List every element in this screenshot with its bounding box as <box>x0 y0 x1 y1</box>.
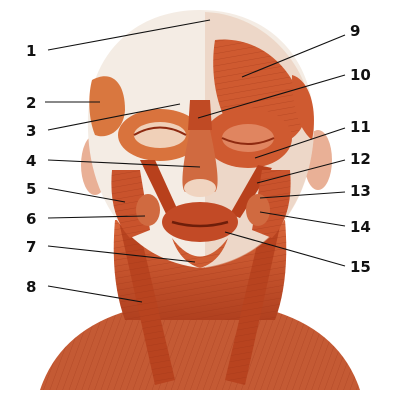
label-10: 10 <box>350 66 371 84</box>
buccinator-left <box>136 194 160 226</box>
label-9: 9 <box>350 22 361 40</box>
label-2: 2 <box>26 94 37 112</box>
label-5: 5 <box>26 180 37 198</box>
label-12: 12 <box>350 150 371 168</box>
label-7: 7 <box>26 238 37 256</box>
left-eye <box>134 122 186 148</box>
right-eye <box>222 124 274 152</box>
buccinator-right <box>246 194 270 226</box>
label-13: 13 <box>350 182 371 200</box>
label-14: 14 <box>350 218 371 236</box>
label-6: 6 <box>26 210 37 228</box>
label-11: 11 <box>350 118 371 136</box>
label-4: 4 <box>26 152 37 170</box>
nostrils <box>184 179 216 197</box>
label-3: 3 <box>26 122 37 140</box>
label-15: 15 <box>350 258 371 276</box>
label-8: 8 <box>26 278 37 296</box>
label-1: 1 <box>26 42 37 60</box>
